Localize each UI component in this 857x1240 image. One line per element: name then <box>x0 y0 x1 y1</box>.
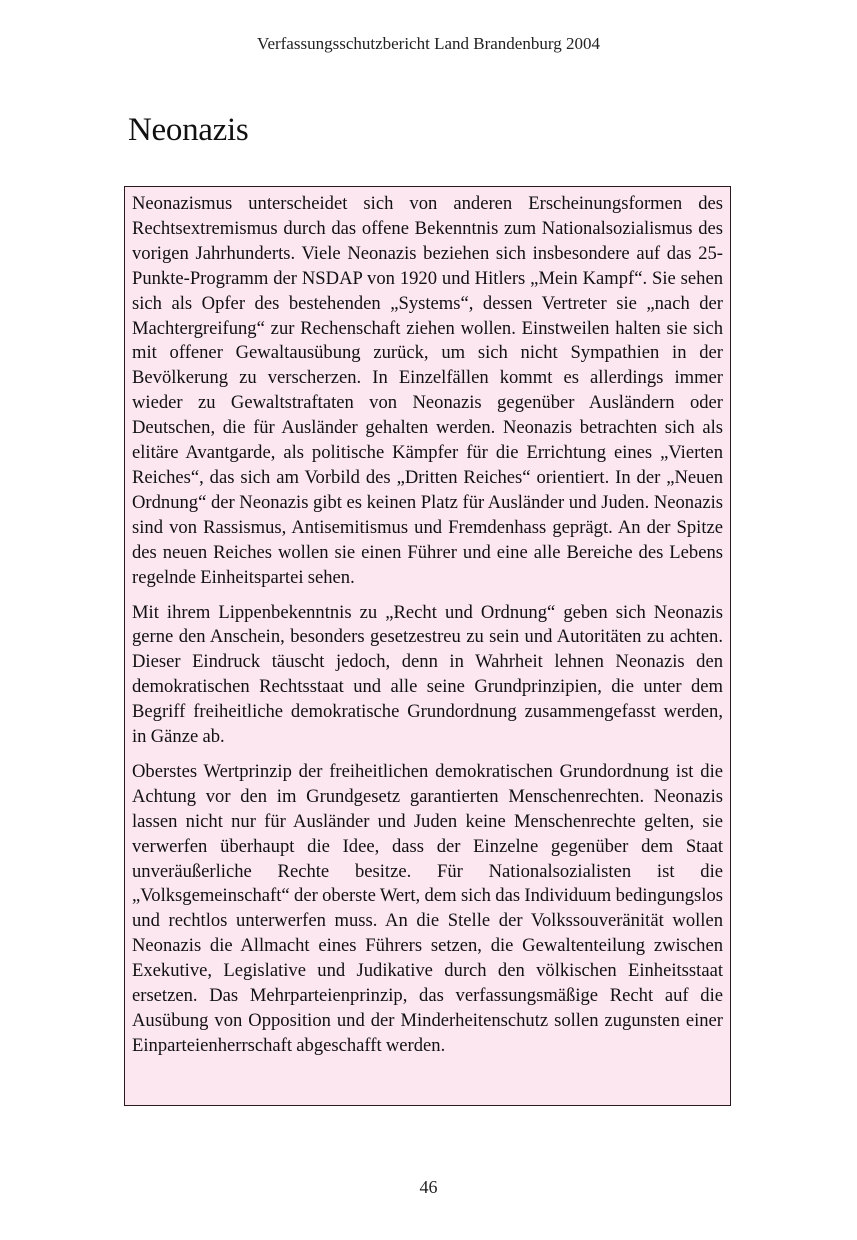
highlight-box <box>124 186 731 1106</box>
section-title: Neonazis <box>128 112 249 148</box>
box-paragraph-1: Neonazismus unterscheidet sich von anderen Erscheinungsformen des Rechtsextremismus durch das offene Bekenntnis zum Nationalsozialismus des vorigen Jahrhunderts. Viele Neonazis beziehen sich insbesondere auf das 25-Punkte-Programm der NSDAP von 1920 und Hitlers „Mein Kampf“. Sie sehen sich als Opfer des bestehenden „Systems“, dessen Vertreter sie „nach der Machtergreifung“ zur Rechenschaft ziehen wollen. Einstweilen halten sie sich mit offener Gewaltausübung zurück, um sich nicht Sympathien in der Bevölkerung zu verscherzen. In Einzelfällen kommt es allerdings immer wieder zu Gewaltstraftaten von Neonazis gegenüber Ausländern oder Deutschen, die für Ausländer gehalten werden. Neonazis betrachten sich als elitäre Avantgarde, als politische Kämpfer für die Errichtung eines „Vierten Reiches“, das sich am Vorbild des „Dritten Reiches“ orientiert. In der „Neuen Ordnung“ der Neonazis gibt es keinen Platz für Ausländer und Juden. Neonazis sind von Rassismus, Antisemitismus und Fremdenhass geprägt. An der Spitze des neuen Reiches wollen sie einen Führer und eine alle Bereiche des Lebens regelnde Einheitspartei sehen. <box>132 193 723 588</box>
box-paragraph-2: Mit ihrem Lippenbekenntnis zu „Recht und Ordnung“ geben sich Neonazis gerne den Anschein, besonders gesetzestreu zu sein und Autoritäten zu achten. Dieser Eindruck täuscht jedoch, denn in Wahrheit lehnen Neonazis den demokratischen Rechtsstaat und alle seine Grundprinzipien, die unter dem Begriff freiheitliche demokratische Grundordnung zusammengefasst werden, in Gänze ab. <box>132 601 723 748</box>
running-header: Verfassungsschutzbericht Land Brandenburg 2004 <box>257 34 600 53</box>
box-paragraph-3: Oberstes Wertprinzip der freiheitlichen demokratischen Grundordnung ist die Achtung vor den im Grundgesetz garantierten Menschenrechten. Neonazis lassen nicht nur für Ausländer und Juden keine Menschenrechte gelten, sie verwerfen überhaupt die Idee, dass der Einzelne gegenüber dem Staat unveräußerliche Rechte besitze. Für Nationalsozialisten ist die „Volksgemeinschaft“ der oberste Wert, dem sich das Individuum bedingungslos und rechtlos unterwerfen muss. An die Stelle der Volkssouveränität wollen Neonazis die Allmacht eines Führers setzen, die Gewaltenteilung zwischen Exekutive, Legislative und Judikative durch den völkischen Einheitsstaat ersetzen. Das Mehrparteienprinzip, das verfassungsmäßige Recht auf die Ausübung von Opposition und der Minderheitenschutz sollen zugunsten einer Einparteienherrschaft abgeschafft werden. <box>132 760 723 1056</box>
page-number: 46 <box>419 1177 438 1197</box>
